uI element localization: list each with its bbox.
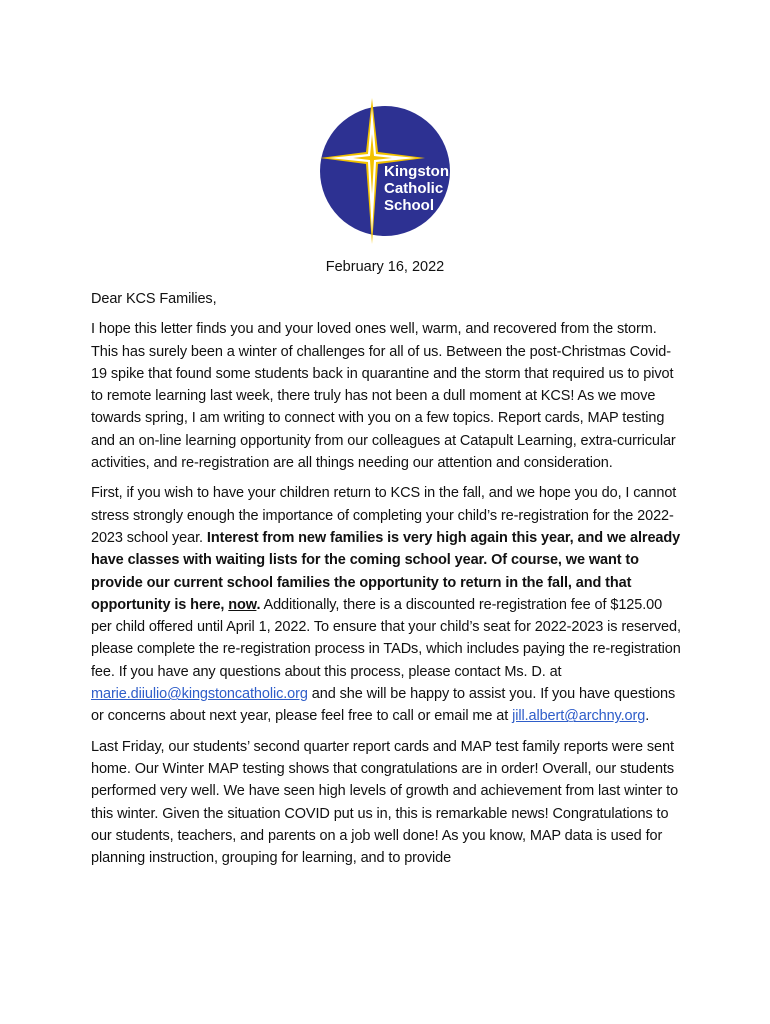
letter-date: February 16, 2022 xyxy=(325,259,445,275)
school-logo xyxy=(312,98,458,244)
email-link-marie[interactable]: marie.diiulio@kingstoncatholic.org xyxy=(91,686,308,703)
reregistration-contact: and she will be happy to assist you. If you have questions or concerns about next year, please feel free to call or email me at xyxy=(91,686,676,725)
school-logo-emblem xyxy=(312,98,458,244)
logo-text-line2: Catholic xyxy=(384,180,444,197)
reregistration-now: now xyxy=(228,596,257,613)
letter-body xyxy=(91,288,683,877)
email-link-jill[interactable]: jill.albert@archny.org xyxy=(512,708,646,725)
reregistration-details: Additionally, there is a discounted re-registration fee of $125.00 per child offered until April 1, 2022. To ensure that your child’s seat for 2022-2023 is reserved, please complete the re-registration process in TADs, which includes paying the re-registration fee. If you have any questions about this process, please contact Ms. D. at xyxy=(91,596,681,680)
logo-text-line3: School xyxy=(384,197,435,214)
paragraph-reregistration xyxy=(91,482,683,727)
logo-text-line1: Kingston xyxy=(384,163,449,180)
salutation: Dear KCS Families, xyxy=(91,291,217,307)
reregistration-bold-text: Interest from new families is very high again this year, and we already have classes with waiting lists for the coming school year. Of course, we want to provide our current school families the opportunity to return in the fall, and that opportunity is here, xyxy=(91,529,681,613)
reregistration-bold-end: . xyxy=(256,596,261,613)
paragraph-intro: I hope this letter finds you and your loved ones well, warm, and recovered from the storm. This has surely been a winter of challenges for all of us. Between the post-Christmas Covid-19 spike that found some students back in quarantine and the storm that required us to pivot to remote learning last week, there truly has not been a dull moment at KCS! As we move towards spring, I am writing to connect with you on a few topics. Report cards, MAP testing and an on-line learning opportunity from our colleagues at Catapult Learning, extra-curricular activities, and re-registration are all things needing our attention and consideration. xyxy=(91,321,676,472)
paragraph-report-cards: Last Friday, our students’ second quarter report cards and MAP test family reports were sent home. Our Winter MAP testing shows that congratulations are in order! Overall, our students performed very well. We have seen high levels of growth and achievement from last winter to this winter. Given the situation COVID put us in, this is remarkable news! Congratulations to our students, teachers, and parents on a job well done! As you know, MAP data is used for planning instruction, grouping for learning, and to provide xyxy=(91,738,679,867)
reregistration-end: . xyxy=(645,708,650,725)
reregistration-intro: First, if you wish to have your children return to KCS in the fall, and we hope you do, I cannot stress strongly enough the importance of completing your child’s re-registration for the 2022-2023 school year. xyxy=(91,485,677,546)
